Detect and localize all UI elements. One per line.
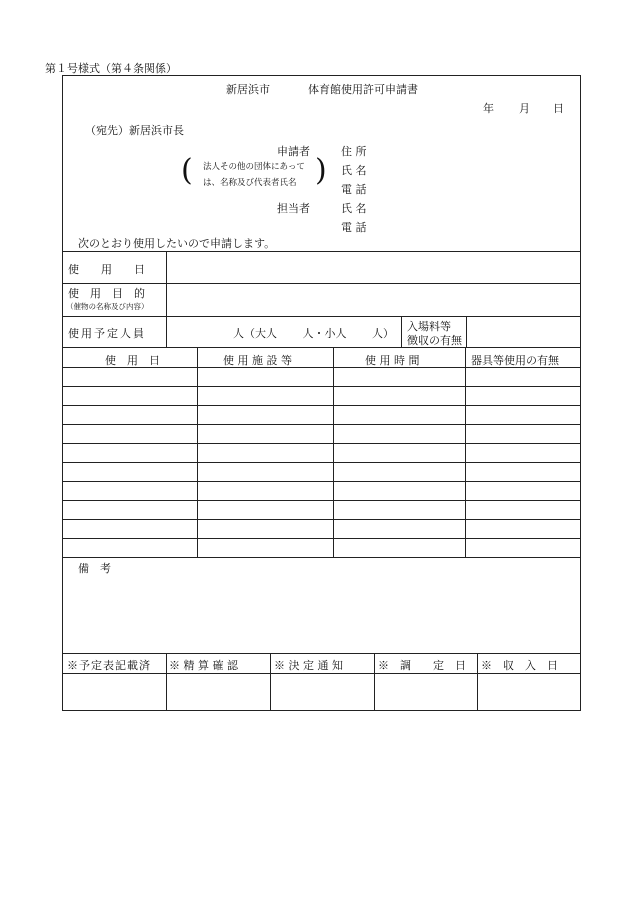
- table-header-equipment: 器具等使用の有無: [471, 354, 559, 367]
- applicant-label: 申請者: [277, 145, 310, 158]
- divider: [333, 347, 334, 557]
- paren-open: (: [181, 153, 193, 188]
- table-row: [63, 538, 580, 539]
- divider: [63, 347, 580, 348]
- divider: [63, 653, 580, 654]
- contact-phone-label: 電 話: [341, 221, 367, 234]
- addressee: （宛先）新居浜市長: [85, 124, 184, 137]
- contact-name-label: 氏 名: [341, 202, 367, 215]
- table-header-facility: 使 用 施 設 等: [223, 354, 292, 367]
- form-city: 新居浜市: [226, 83, 270, 96]
- office-adjustment-date: ※ 調 定 日: [378, 659, 466, 672]
- remarks-label: 備 考: [78, 562, 111, 575]
- divider: [166, 251, 167, 347]
- use-date-label: 使 用 日: [68, 263, 145, 276]
- request-text: 次のとおり使用したいので申請します。: [78, 237, 276, 250]
- form-number: 第１号様式（第４条関係）: [45, 62, 177, 75]
- divider: [197, 347, 198, 557]
- table-header-divider: [63, 367, 580, 368]
- divider: [63, 316, 580, 317]
- table-row: [63, 557, 580, 558]
- applicant-phone-label: 電 話: [341, 183, 367, 196]
- divider: [374, 653, 375, 710]
- table-row: [63, 500, 580, 501]
- divider: [477, 653, 478, 710]
- table-row: [63, 405, 580, 406]
- applicant-note-line1: 法人その他の団体にあって: [203, 162, 305, 172]
- office-receipt-date: ※ 収 入 日: [481, 659, 558, 672]
- date-month: 月: [519, 102, 530, 115]
- date-day: 日: [553, 102, 564, 115]
- table-row: [63, 481, 580, 482]
- purpose-note: （催物の名称及び内容）: [66, 302, 149, 311]
- office-decision: ※ 決 定 通 知: [274, 659, 343, 672]
- applicant-name-label: 氏 名: [341, 164, 367, 177]
- divider: [63, 673, 580, 674]
- table-row: [63, 386, 580, 387]
- office-settlement: ※ 精 算 確 認: [169, 659, 238, 672]
- divider: [465, 347, 466, 557]
- date-year: 年: [483, 102, 494, 115]
- planned-people-label: 使用予定人員: [68, 327, 146, 340]
- form-title: 体育館使用許可申請書: [308, 83, 418, 96]
- applicant-note-line2: は、名称及び代表者氏名: [203, 178, 297, 188]
- table-header-use-date: 使 用 日: [105, 354, 160, 367]
- divider: [63, 251, 580, 252]
- admission-line1: 入場料等: [407, 320, 451, 333]
- divider: [63, 283, 580, 284]
- divider: [401, 316, 402, 347]
- table-row: [63, 462, 580, 463]
- people-value: 人（大人 人・小人 人）: [233, 327, 394, 340]
- application-form: [62, 75, 581, 711]
- table-row: [63, 519, 580, 520]
- divider: [166, 653, 167, 710]
- table-row: [63, 443, 580, 444]
- applicant-address-label: 住 所: [341, 145, 367, 158]
- divider: [270, 653, 271, 710]
- purpose-label: 使 用 目 的: [68, 287, 145, 300]
- table-row: [63, 424, 580, 425]
- contact-label: 担当者: [277, 202, 310, 215]
- paren-close: ): [315, 153, 327, 188]
- table-header-time: 使 用 時 間: [365, 354, 420, 367]
- divider: [466, 316, 467, 347]
- office-scheduled: ※予定表記載済: [67, 659, 151, 672]
- admission-line2: 徴収の有無: [407, 334, 462, 347]
